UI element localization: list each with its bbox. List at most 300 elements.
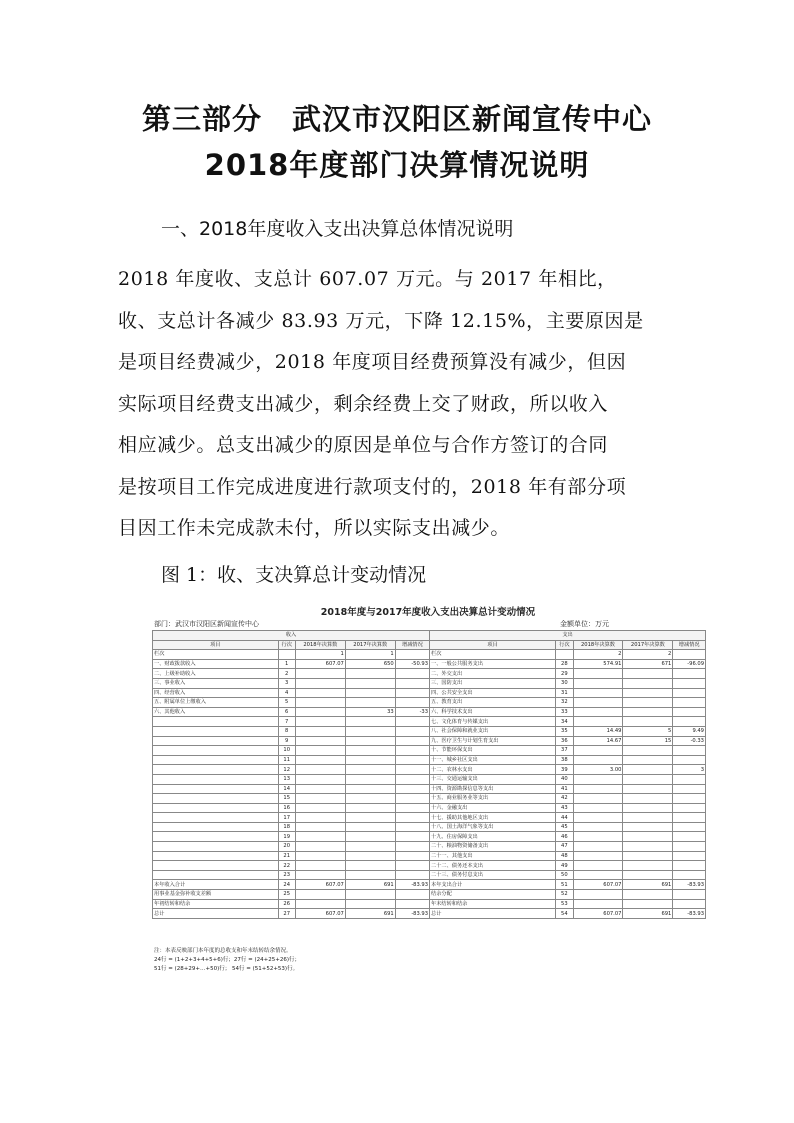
table-cell bbox=[395, 870, 429, 880]
table-cell bbox=[345, 755, 395, 765]
table-cell: 一、一般公共服务支出 bbox=[430, 659, 556, 669]
table-cell bbox=[395, 899, 429, 909]
table-cell bbox=[573, 861, 623, 871]
table-cell bbox=[623, 832, 673, 842]
table-cell bbox=[623, 774, 673, 784]
table-row bbox=[153, 736, 706, 746]
table-column-index-row bbox=[153, 650, 706, 660]
column-index-cell: 2 bbox=[623, 650, 673, 660]
column-header: 2017年决算数 bbox=[623, 640, 673, 650]
column-index-cell bbox=[395, 650, 429, 660]
table-row bbox=[153, 755, 706, 765]
table-cell: -83.93 bbox=[395, 880, 429, 890]
table-cell bbox=[395, 698, 429, 708]
table-cell: 1 bbox=[278, 659, 295, 669]
column-index-cell bbox=[673, 650, 706, 660]
table-cell: 八、社会保障和就业支出 bbox=[430, 726, 556, 736]
budget-table bbox=[152, 630, 706, 919]
table-cell: 607.07 bbox=[573, 880, 623, 890]
table-cell bbox=[673, 755, 706, 765]
table-cell bbox=[623, 669, 673, 679]
table-cell bbox=[295, 717, 345, 727]
table-cell bbox=[573, 746, 623, 756]
table-cell bbox=[345, 746, 395, 756]
table-cell bbox=[573, 784, 623, 794]
table-cell: 二十一、其他支出 bbox=[430, 851, 556, 861]
table-cell: 17 bbox=[278, 813, 295, 823]
table-cell: 41 bbox=[556, 784, 573, 794]
table-cell bbox=[345, 813, 395, 823]
paragraph-line: 目因工作未完成款未付，所以实际支出减少。 bbox=[118, 517, 511, 539]
table-cell bbox=[673, 717, 706, 727]
table-cell bbox=[673, 698, 706, 708]
table-cell: 本年收入合计 bbox=[153, 880, 279, 890]
table-cell bbox=[395, 842, 429, 852]
table-cell bbox=[395, 861, 429, 871]
table-row bbox=[153, 813, 706, 823]
table-cell bbox=[673, 861, 706, 871]
table-row bbox=[153, 688, 706, 698]
table-cell: 49 bbox=[556, 861, 573, 871]
table-cell: 三、事业收入 bbox=[153, 678, 279, 688]
table-cell: -0.33 bbox=[673, 736, 706, 746]
table-cell bbox=[345, 688, 395, 698]
body-paragraph bbox=[118, 259, 666, 550]
column-header: 行次 bbox=[278, 640, 295, 650]
table-row bbox=[153, 669, 706, 679]
table-row bbox=[153, 794, 706, 804]
table-cell: 10 bbox=[278, 746, 295, 756]
table-cell: -50.93 bbox=[395, 659, 429, 669]
table-cell bbox=[395, 669, 429, 679]
table-cell bbox=[153, 726, 279, 736]
table-cell bbox=[295, 726, 345, 736]
table-row bbox=[153, 707, 706, 717]
table-note: 51行 = (28+29+…+50)行； 54行 = (51+52+53)行。 bbox=[154, 966, 299, 972]
table-cell bbox=[573, 890, 623, 900]
table-cell bbox=[345, 774, 395, 784]
table-cell bbox=[623, 698, 673, 708]
table-cell bbox=[153, 784, 279, 794]
table-cell: 607.07 bbox=[573, 909, 623, 919]
table-cell: -83.93 bbox=[673, 909, 706, 919]
table-cell: 47 bbox=[556, 842, 573, 852]
table-row bbox=[153, 726, 706, 736]
table-row bbox=[153, 822, 706, 832]
paragraph-line: 是按项目工作完成进度进行款项支付的，2018 年有部分项 bbox=[118, 475, 627, 498]
column-header: 项目 bbox=[430, 640, 556, 650]
column-header: 2018年决算数 bbox=[295, 640, 345, 650]
table-cell bbox=[295, 755, 345, 765]
table-cell bbox=[573, 870, 623, 880]
column-index-cell: 栏次 bbox=[430, 650, 556, 660]
table-row bbox=[153, 851, 706, 861]
table-cell bbox=[153, 774, 279, 784]
table-cell bbox=[395, 678, 429, 688]
table-row bbox=[153, 678, 706, 688]
expense-section-header: 支出 bbox=[430, 631, 706, 641]
table-cell: 十八、国土海洋气象等支出 bbox=[430, 822, 556, 832]
table-cell bbox=[395, 774, 429, 784]
table-cell bbox=[623, 803, 673, 813]
table-cell bbox=[673, 784, 706, 794]
table-cell bbox=[295, 707, 345, 717]
table-cell bbox=[153, 851, 279, 861]
table-cell bbox=[573, 707, 623, 717]
table-cell: 23 bbox=[278, 870, 295, 880]
section-heading: 一、2018年度收入支出决算总体情况说明 bbox=[161, 218, 514, 240]
table-cell bbox=[673, 794, 706, 804]
table-cell: 14.49 bbox=[573, 726, 623, 736]
table-row bbox=[153, 880, 706, 890]
table-cell bbox=[345, 726, 395, 736]
table-cell: 26 bbox=[278, 899, 295, 909]
table-cell bbox=[673, 746, 706, 756]
table-cell bbox=[153, 803, 279, 813]
table-cell bbox=[573, 842, 623, 852]
table-cell bbox=[295, 851, 345, 861]
table-cell: 9 bbox=[278, 736, 295, 746]
table-cell: 14 bbox=[278, 784, 295, 794]
table-cell bbox=[295, 842, 345, 852]
table-cell: 16 bbox=[278, 803, 295, 813]
table-cell: 13 bbox=[278, 774, 295, 784]
table-cell bbox=[153, 736, 279, 746]
table-row bbox=[153, 899, 706, 909]
paragraph-line: 收、支总计各减少 83.93 万元，下降 12.15%，主要原因是 bbox=[118, 309, 644, 332]
table-cell bbox=[573, 803, 623, 813]
table-cell bbox=[673, 774, 706, 784]
table-cell: -83.93 bbox=[673, 880, 706, 890]
page-title-line-1: 第三部分 武汉市汉阳区新闻宣传中心 bbox=[141, 102, 652, 136]
table-cell bbox=[295, 669, 345, 679]
column-header: 增减情况 bbox=[673, 640, 706, 650]
table-row bbox=[153, 909, 706, 919]
table-cell: 2 bbox=[278, 669, 295, 679]
table-cell: -33 bbox=[395, 707, 429, 717]
table-cell: -83.93 bbox=[395, 909, 429, 919]
table-cell bbox=[153, 794, 279, 804]
table-cell bbox=[345, 832, 395, 842]
table-row bbox=[153, 870, 706, 880]
table-cell: 结余分配 bbox=[430, 890, 556, 900]
column-index-cell: 1 bbox=[295, 650, 345, 660]
table-cell bbox=[295, 774, 345, 784]
table-cell bbox=[673, 832, 706, 842]
table-cell bbox=[153, 842, 279, 852]
table-cell bbox=[673, 688, 706, 698]
table-cell: 36 bbox=[556, 736, 573, 746]
table-note: 24行 = (1+2+3+4+5+6)行；27行 = (24+25+26)行； bbox=[154, 957, 301, 963]
table-cell bbox=[623, 755, 673, 765]
table-cell: 607.07 bbox=[295, 659, 345, 669]
table-cell: 十二、农林水支出 bbox=[430, 765, 556, 775]
table-cell bbox=[623, 890, 673, 900]
table-cell bbox=[295, 803, 345, 813]
table-cell: 34 bbox=[556, 717, 573, 727]
table-cell: 十七、援助其他地区支出 bbox=[430, 813, 556, 823]
table-cell bbox=[345, 822, 395, 832]
table-cell: 三、国防支出 bbox=[430, 678, 556, 688]
table-cell bbox=[295, 698, 345, 708]
table-cell: 20 bbox=[278, 842, 295, 852]
table-cell: 691 bbox=[345, 909, 395, 919]
table-cell: 十三、交通运输支出 bbox=[430, 774, 556, 784]
column-header: 2018年决算数 bbox=[573, 640, 623, 650]
table-cell bbox=[153, 755, 279, 765]
table-cell bbox=[295, 832, 345, 842]
table-cell bbox=[345, 669, 395, 679]
table-cell: 总计 bbox=[430, 909, 556, 919]
page-title-line-2: 2018年度部门决算情况说明 bbox=[204, 148, 590, 182]
table-cell: 十六、金融支出 bbox=[430, 803, 556, 813]
table-cell: 21 bbox=[278, 851, 295, 861]
column-index-cell bbox=[278, 650, 295, 660]
table-cell bbox=[673, 803, 706, 813]
table-cell bbox=[345, 870, 395, 880]
paragraph-line: 相应减少。总支出减少的原因是单位与合作方签订的合同 bbox=[118, 434, 609, 456]
table-cell: 691 bbox=[623, 909, 673, 919]
table-cell: 650 bbox=[345, 659, 395, 669]
table-cell bbox=[573, 717, 623, 727]
table-cell: -96.09 bbox=[673, 659, 706, 669]
table-cell bbox=[573, 832, 623, 842]
table-cell: 十、节能环保支出 bbox=[430, 746, 556, 756]
table-cell: 十一、城乡社区支出 bbox=[430, 755, 556, 765]
table-cell: 四、经营收入 bbox=[153, 688, 279, 698]
table-cell: 50 bbox=[556, 870, 573, 880]
table-cell bbox=[295, 688, 345, 698]
table-cell bbox=[295, 813, 345, 823]
table-cell: 33 bbox=[345, 707, 395, 717]
column-header: 行次 bbox=[556, 640, 573, 650]
table-cell bbox=[395, 717, 429, 727]
table-cell bbox=[673, 822, 706, 832]
table-cell bbox=[673, 813, 706, 823]
table-cell bbox=[395, 851, 429, 861]
table-cell: 9.49 bbox=[673, 726, 706, 736]
table-cell bbox=[623, 842, 673, 852]
table-cell bbox=[395, 726, 429, 736]
table-row bbox=[153, 774, 706, 784]
table-cell: 十五、商业服务业等支出 bbox=[430, 794, 556, 804]
table-cell: 用事业基金弥补收支差额 bbox=[153, 890, 279, 900]
table-cell: 29 bbox=[556, 669, 573, 679]
table-row bbox=[153, 698, 706, 708]
table-cell: 3 bbox=[673, 765, 706, 775]
table-cell bbox=[295, 736, 345, 746]
table-cell bbox=[573, 813, 623, 823]
table-cell bbox=[673, 669, 706, 679]
table-title: 2018年度与2017年度收入支出决算总计变动情况 bbox=[320, 607, 536, 618]
table-cell bbox=[395, 736, 429, 746]
table-row bbox=[153, 717, 706, 727]
table-cell: 六、其他收入 bbox=[153, 707, 279, 717]
table-cell: 37 bbox=[556, 746, 573, 756]
table-cell bbox=[623, 822, 673, 832]
table-cell: 40 bbox=[556, 774, 573, 784]
table-cell: 38 bbox=[556, 755, 573, 765]
table-cell: 二十、粮油物资储备支出 bbox=[430, 842, 556, 852]
table-cell bbox=[153, 717, 279, 727]
table-cell bbox=[395, 822, 429, 832]
table-cell: 28 bbox=[556, 659, 573, 669]
table-cell bbox=[623, 870, 673, 880]
table-cell bbox=[623, 746, 673, 756]
table-cell bbox=[295, 765, 345, 775]
table-cell: 十九、住房保障支出 bbox=[430, 832, 556, 842]
table-cell: 39 bbox=[556, 765, 573, 775]
table-cell: 574.91 bbox=[573, 659, 623, 669]
table-cell bbox=[623, 813, 673, 823]
table-cell: 48 bbox=[556, 851, 573, 861]
table-row bbox=[153, 890, 706, 900]
table-cell bbox=[153, 746, 279, 756]
table-header-row bbox=[153, 640, 706, 650]
table-cell bbox=[573, 688, 623, 698]
paragraph-line: 实际项目经费支出减少，剩余经费上交了财政，所以收入 bbox=[118, 392, 609, 415]
table-cell bbox=[673, 851, 706, 861]
table-cell bbox=[395, 890, 429, 900]
table-cell bbox=[153, 832, 279, 842]
table-cell bbox=[395, 803, 429, 813]
table-cell bbox=[623, 861, 673, 871]
table-cell bbox=[153, 822, 279, 832]
table-cell: 四、公共安全支出 bbox=[430, 688, 556, 698]
table-cell: 一、财政拨款收入 bbox=[153, 659, 279, 669]
table-cell bbox=[345, 678, 395, 688]
table-cell: 607.07 bbox=[295, 880, 345, 890]
table-cell bbox=[345, 717, 395, 727]
table-cell: 年末结转和结余 bbox=[430, 899, 556, 909]
table-cell bbox=[295, 822, 345, 832]
table-cell: 二、外交支出 bbox=[430, 669, 556, 679]
table-cell: 二十二、债务还本支出 bbox=[430, 861, 556, 871]
table-cell: 3 bbox=[278, 678, 295, 688]
column-index-cell bbox=[556, 650, 573, 660]
column-header: 项目 bbox=[153, 640, 279, 650]
table-cell bbox=[673, 678, 706, 688]
table-cell: 19 bbox=[278, 832, 295, 842]
table-cell: 30 bbox=[556, 678, 573, 688]
table-cell bbox=[153, 765, 279, 775]
paragraph-line: 2018 年度收、支总计 607.07 万元。与 2017 年相比， bbox=[118, 268, 617, 290]
table-cell bbox=[673, 707, 706, 717]
table-cell bbox=[573, 678, 623, 688]
table-cell bbox=[395, 784, 429, 794]
table-cell: 本年支出合计 bbox=[430, 880, 556, 890]
income-section-header: 收入 bbox=[153, 631, 430, 641]
table-cell: 5 bbox=[623, 726, 673, 736]
column-index-cell: 2 bbox=[573, 650, 623, 660]
table-cell: 46 bbox=[556, 832, 573, 842]
table-cell: 12 bbox=[278, 765, 295, 775]
figure-caption: 图 1：收、支决算总计变动情况 bbox=[161, 564, 427, 586]
spreadsheet-image bbox=[150, 601, 706, 979]
table-cell: 8 bbox=[278, 726, 295, 736]
table-cell: 43 bbox=[556, 803, 573, 813]
table-cell: 15 bbox=[623, 736, 673, 746]
table-cell: 607.07 bbox=[295, 909, 345, 919]
table-cell bbox=[623, 794, 673, 804]
table-cell bbox=[395, 794, 429, 804]
table-cell bbox=[395, 746, 429, 756]
table-cell bbox=[345, 803, 395, 813]
table-cell: 总计 bbox=[153, 909, 279, 919]
table-cell bbox=[345, 842, 395, 852]
table-cell: 25 bbox=[278, 890, 295, 900]
table-cell: 7 bbox=[278, 717, 295, 727]
table-cell bbox=[295, 870, 345, 880]
table-cell bbox=[395, 765, 429, 775]
table-row bbox=[153, 784, 706, 794]
table-cell bbox=[345, 861, 395, 871]
table-cell bbox=[623, 707, 673, 717]
table-cell: 31 bbox=[556, 688, 573, 698]
table-cell: 十四、资源勘探信息等支出 bbox=[430, 784, 556, 794]
table-cell: 4 bbox=[278, 688, 295, 698]
table-cell: 27 bbox=[278, 909, 295, 919]
table-cell bbox=[295, 861, 345, 871]
table-cell: 54 bbox=[556, 909, 573, 919]
table-cell bbox=[395, 832, 429, 842]
table-note: 注：本表反映部门本年度的总收支和年末结转结余情况。 bbox=[154, 948, 292, 954]
table-cell bbox=[345, 794, 395, 804]
table-cell: 691 bbox=[623, 880, 673, 890]
column-header: 增减情况 bbox=[395, 640, 429, 650]
table-cell bbox=[395, 755, 429, 765]
table-cell: 32 bbox=[556, 698, 573, 708]
table-section-header-row bbox=[153, 631, 706, 641]
table-cell: 七、文化体育与传媒支出 bbox=[430, 717, 556, 727]
unit-label: 金额单位：万元 bbox=[560, 620, 609, 628]
table-cell: 18 bbox=[278, 822, 295, 832]
table-cell bbox=[573, 669, 623, 679]
table-cell: 11 bbox=[278, 755, 295, 765]
table-cell bbox=[573, 774, 623, 784]
table-cell: 671 bbox=[623, 659, 673, 669]
table-cell bbox=[623, 678, 673, 688]
table-cell: 35 bbox=[556, 726, 573, 736]
table-cell: 二十三、债务付息支出 bbox=[430, 870, 556, 880]
table-cell bbox=[153, 861, 279, 871]
table-cell: 33 bbox=[556, 707, 573, 717]
table-row bbox=[153, 832, 706, 842]
table-cell: 3.00 bbox=[573, 765, 623, 775]
table-cell: 五、教育支出 bbox=[430, 698, 556, 708]
table-cell bbox=[345, 890, 395, 900]
table-cell bbox=[573, 755, 623, 765]
table-cell bbox=[623, 717, 673, 727]
table-cell: 15 bbox=[278, 794, 295, 804]
table-cell: 六、科学技术支出 bbox=[430, 707, 556, 717]
table-cell bbox=[623, 784, 673, 794]
table-cell bbox=[295, 890, 345, 900]
table-cell bbox=[345, 784, 395, 794]
table-cell bbox=[345, 851, 395, 861]
table-row bbox=[153, 803, 706, 813]
table-cell: 53 bbox=[556, 899, 573, 909]
table-cell bbox=[345, 899, 395, 909]
table-cell bbox=[395, 813, 429, 823]
table-cell bbox=[673, 870, 706, 880]
table-row bbox=[153, 746, 706, 756]
column-index-cell: 1 bbox=[345, 650, 395, 660]
table-cell bbox=[573, 698, 623, 708]
table-cell bbox=[395, 688, 429, 698]
table-cell: 44 bbox=[556, 813, 573, 823]
table-cell: 691 bbox=[345, 880, 395, 890]
